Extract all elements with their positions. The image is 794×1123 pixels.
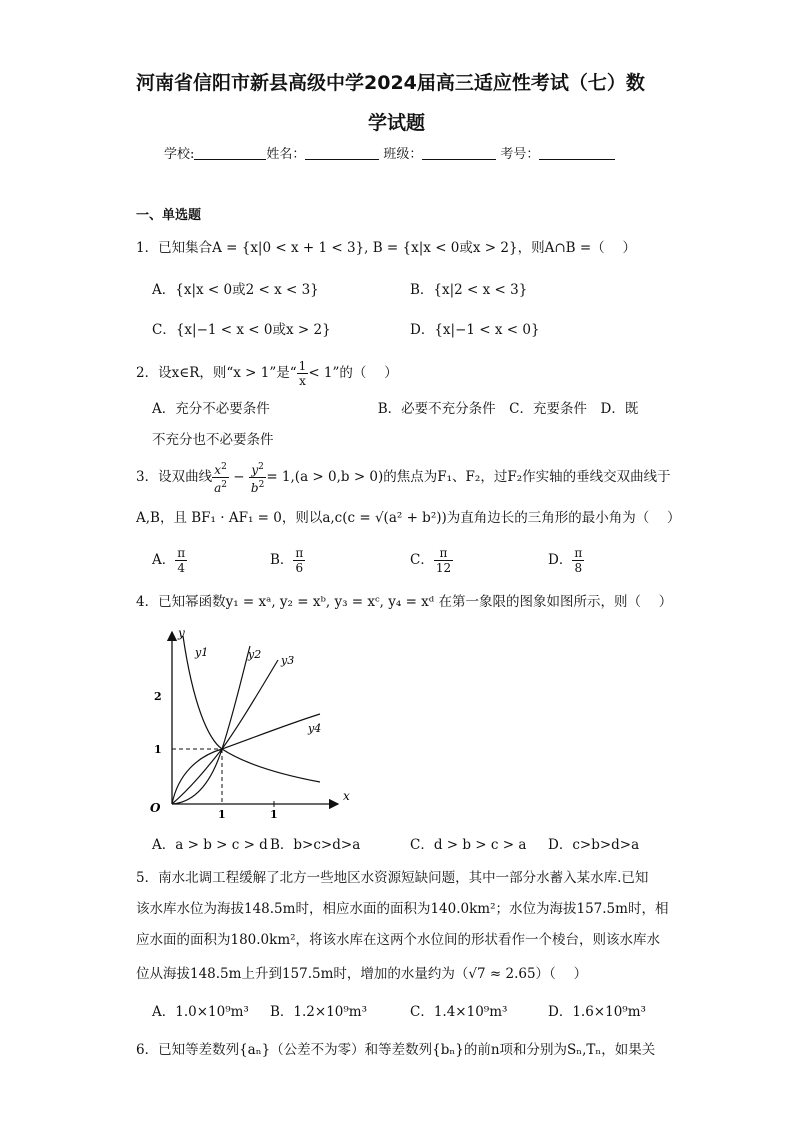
name-blank [305, 145, 379, 160]
q5-line3: 应水面的面积为180.0km²，将该水库在这两个水位间的形状看作一个棱台，则该水库水 [136, 932, 661, 948]
page-title-line2: 学试题 [368, 112, 426, 134]
q6-line1: 6．已知等差数列{aₙ}（公差不为零）和等差数列{bₙ}的前n项和分别为Sₙ,Tₙ，如果关 [136, 1042, 656, 1058]
q3-option-c [410, 545, 453, 575]
q2-frac-num: 1 [298, 359, 307, 373]
label-y3: y3 [281, 654, 295, 667]
student-info-row [164, 145, 615, 164]
x-tick-2: 1 [270, 808, 278, 821]
q3-b-den: 6 [295, 561, 304, 575]
q4-option-b: B．b>c>d>a [270, 837, 361, 853]
q3-option-b-label: B． [270, 552, 294, 568]
q2-fraction [297, 359, 309, 388]
section-heading: 一、单选题 [136, 208, 202, 223]
q1-option-d: D．{x|−1 < x < 0} [410, 322, 540, 338]
id-blank [539, 145, 615, 160]
q3-a-den: 4 [177, 561, 186, 575]
q3-option-b [270, 545, 305, 575]
y-tick-2: 2 [154, 690, 162, 703]
q3-b-num: π [295, 546, 304, 560]
q3-d-num: π [574, 546, 583, 560]
q3-option-a-label: A． [152, 552, 176, 568]
id-label: 考号： [500, 147, 540, 162]
q3-option-a [152, 545, 187, 575]
q3-line1: 3．设双曲线 $\frac{x^2}{a^2}$ − $\frac{y^2}{b^2}$ = 1,(a > 0,b > 0)的焦点为F₁、F₂，过F₂作实轴的垂线交双曲线于 [136, 462, 671, 495]
page-title-line1: 河南省信阳市新县高级中学2024届高三适应性考试（七）数 [136, 72, 645, 94]
q3-frac-x-den: $a^2$ [214, 480, 227, 495]
q3-line2: A,B，且 BF₁ · AF₁ = 0，则以a,c(c = √(a² + b²))为直角边长的三角形的最小角为（ ） [136, 510, 681, 526]
q3-c-num: π [434, 546, 453, 561]
q2-stem [136, 358, 398, 388]
school-label: 学校: [164, 147, 195, 162]
curve-y4 [172, 714, 320, 804]
origin-label: O [150, 801, 161, 815]
q1-option-a: A．{x|x < 0或2 < x < 3} [152, 282, 319, 298]
curve-y3 [172, 660, 278, 804]
q3-a-num: π [177, 546, 186, 560]
q4-stem: 4．已知幂函数y₁ = xᵃ, y₂ = xᵇ, y₃ = xᶜ, y₄ = xᵈ 在第一象限的图象如图所示，则（ ） [136, 594, 673, 610]
q3-line1-pre: 3．设双曲线 [136, 469, 213, 485]
y-tick-1: 1 [154, 743, 162, 756]
q5-line1: 5．南水北调工程缓解了北方一些地区水资源短缺问题，其中一部分水蓄入某水库.已知 [136, 870, 649, 886]
x-axis-label: x [343, 789, 350, 803]
q3-frac-x [212, 460, 229, 495]
power-function-graph [138, 624, 368, 824]
label-y1: y1 [195, 646, 209, 659]
q5-option-d: D．1.6×10⁹m³ [548, 1004, 646, 1020]
class-label: 班级： [383, 147, 423, 162]
q1-option-b: B．{x|2 < x < 3} [410, 282, 528, 298]
q5-option-b: B．1.2×10⁹m³ [270, 1004, 368, 1020]
q2-frac-den: x [299, 374, 306, 388]
q2-options-line1: A．充分不必要条件 B．必要不充分条件 C．充要条件 D．既 [152, 401, 639, 417]
q3-frac-y [249, 460, 266, 495]
name-label: 姓名： [266, 147, 306, 162]
q4-option-a: A．a > b > c > d [152, 837, 268, 853]
q2-stem-pre: 2．设x∈R，则“x > 1”是“ [136, 365, 297, 381]
q5-option-a: A．1.0×10⁹m³ [152, 1004, 249, 1020]
q3-line1-post: = 1,(a > 0,b > 0)的焦点为F₁、F₂，过F₂作实轴的垂线交双曲线于 [266, 469, 671, 485]
q3-frac-y-den: $b^2$ [250, 480, 265, 495]
y-axis-label: y [178, 626, 185, 640]
q3-frac-y-num: $y^2$ [249, 460, 266, 478]
class-blank [422, 145, 496, 160]
q5-line4: 位从海拔148.5m上升到157.5m时，增加的水量约为（√7 ≈ 2.65）（ ） [136, 966, 588, 982]
x-tick-1: 1 [218, 808, 226, 821]
q3-frac-x-num: $x^2$ [212, 460, 229, 478]
q5-line2: 该水库水位为海拔148.5m时，相应水面的面积为140.0km²；水位为海拔157.5m时，相 [136, 901, 669, 917]
q2-stem-post: < 1”的（ ） [308, 365, 398, 381]
q5-option-c: C．1.4×10⁹m³ [410, 1004, 508, 1020]
q4-option-d: D．c>b>d>a [548, 837, 640, 853]
q3-option-c-label: C． [410, 552, 434, 568]
q1-option-c: C．{x|−1 < x < 0或x > 2} [152, 322, 331, 338]
q3-option-d-label: D． [548, 552, 573, 568]
label-y2: y2 [248, 648, 262, 661]
q3-d-den: 8 [574, 561, 583, 575]
q4-option-c: C．d > b > c > a [410, 837, 527, 853]
q3-option-d [548, 545, 584, 575]
q3-c-den: 12 [435, 561, 452, 575]
q1-stem: 1．已知集合A = {x|0 < x + 1 < 3}, B = {x|x < 0或x > 2}，则A∩B =（ ） [136, 240, 636, 256]
school-blank [194, 145, 266, 160]
label-y4: y4 [308, 722, 322, 735]
q2-options-line2: 不充分也不必要条件 [152, 432, 274, 448]
